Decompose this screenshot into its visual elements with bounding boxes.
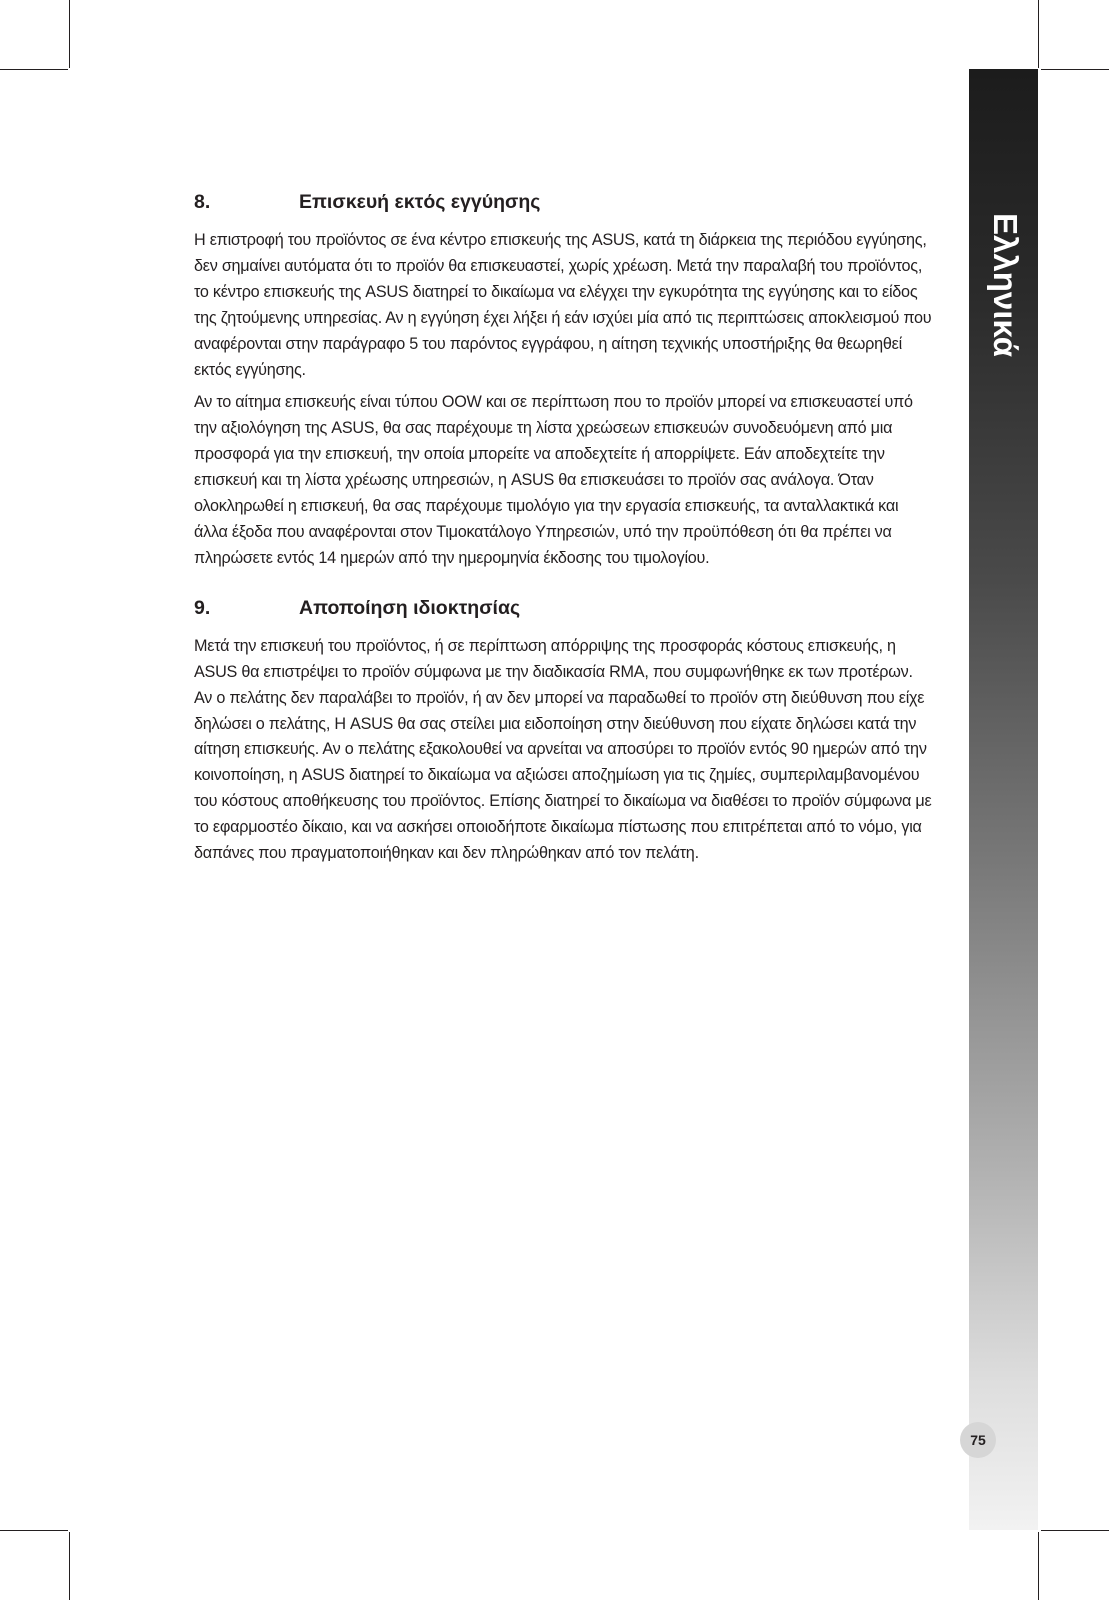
- crop-mark-bottom-left-horizontal: [0, 1530, 68, 1531]
- language-label: Ελληνικά: [987, 213, 1024, 357]
- paragraph: Η επιστροφή του προϊόντος σε ένα κέντρο επισκευής της ASUS, κατά τη διάρκεια της περιόδου εγγύησης, δεν σημαίνει αυτόματα ότι το προϊόν θα επισκευαστεί, χωρίς χρέωση. Μετά την παραλαβή του προϊόντος, το κέντρο επισκευής της ASUS διατηρεί το δικαίωμα να ελέγχει την εγκυρότητα της εγγύησης και το είδος της ζητούμενης υπηρεσίας. Αν η εγγύηση έχει λήξει ή εάν ισχύει μία από τις περιπτώσεις αποκλεισμού που αναφέρονται στην παράγραφο 5 του παρόντος εγγράφου, η αίτηση τεχνικής υποστήριξης θα θεωρηθεί εκτός εγγύησης.: [194, 231, 932, 379]
- section-heading: [194, 594, 934, 622]
- crop-mark-top-left-vertical: [69, 0, 70, 68]
- crop-mark-bottom-left-vertical: [69, 1532, 70, 1600]
- paragraph: Αν το αίτημα επισκευής είναι τύπου OOW και σε περίπτωση που το προϊόν μπορεί να επισκευαστεί υπό την αξιολόγηση της ASUS, θα σας παρέχουμε τη λίστα χρεώσεων επισκευών συνοδευόμενη από μια προσφορά για την επισκευή, την οποία μπορείτε να αποδεχτείτε ή απορρίψετε. Εάν αποδεχτείτε την επισκευή και τη λίστα χρέωσης υπηρεσιών, η ASUS θα επισκευάσει το προϊόν σας ανάλογα. Όταν ολοκληρωθεί η επισκευή, θα σας παρέχουμε τιμολόγιο για την εργασία επισκευής, τα ανταλλακτικά και άλλα έξοδα που αναφέρονται στον Τιμοκατάλογο Υπηρεσιών, υπό την προϋπόθεση ότι θα πρέπει να πληρώσετε εντός 14 ημερών από την ημερομηνία έκδοσης του τιμολογίου.: [194, 393, 913, 567]
- crop-mark-bottom-right-horizontal: [1041, 1530, 1109, 1531]
- crop-mark-bottom-right-vertical: [1038, 1532, 1039, 1600]
- document-body: [194, 188, 934, 874]
- page-number: 75: [970, 1432, 986, 1448]
- section-9: [194, 594, 934, 867]
- section-title: Αποποίηση ιδιοκτησίας: [299, 596, 521, 619]
- paragraph: Μετά την επισκευή του προϊόντος, ή σε περίπτωση απόρριψης της προσφοράς κόστους επισκευής, η ASUS θα επιστρέψει το προϊόν σύμφωνα με την διαδικασία RMA, που συμφωνήθηκε εκ των προτέρων. Αν ο πελάτης δεν παραλάβει το προϊόν, ή αν δεν μπορεί να παραδωθεί το προϊόν στη διεύθυνση που είχε δηλώσει ο πελάτης, Η ASUS θα σας στείλει μια ειδοποίηση στην διεύθυνση που είχατε δηλώσει κατά την αίτηση επισκευής. Αν ο πελάτης εξακολουθεί να αρνείται να αποσύρει το προϊόν εντός 90 ημερών από την κοινοποίηση, η ASUS διατηρεί το δικαίωμα να αξιώσει αποζημίωση για τις ζημίες, συμπεριλαμβανομένου του κόστους αποθήκευσης του προϊόντος. Επίσης διατηρεί το δικαίωμα να διαθέσει το προϊόν σύμφωνα με το εφαρμοστέο δίκαιο, και να ασκήσει οποιοδήποτε δικαίωμα πίστωσης που επιτρέπεται από το νόμο, για δαπάνες που πραγματοποιήθηκαν και δεν πληρώθηκαν από τον πελάτη.: [194, 636, 932, 863]
- section-8: [194, 188, 934, 572]
- crop-mark-top-right-vertical: [1038, 0, 1039, 68]
- crop-mark-top-right-horizontal: [1041, 69, 1109, 70]
- section-number: 8.: [194, 191, 211, 213]
- crop-mark-top-left-horizontal: [0, 69, 68, 70]
- section-number: 9.: [194, 596, 211, 619]
- section-title: Επισκευή εκτός εγγύησης: [299, 191, 541, 213]
- section-heading: [194, 188, 934, 216]
